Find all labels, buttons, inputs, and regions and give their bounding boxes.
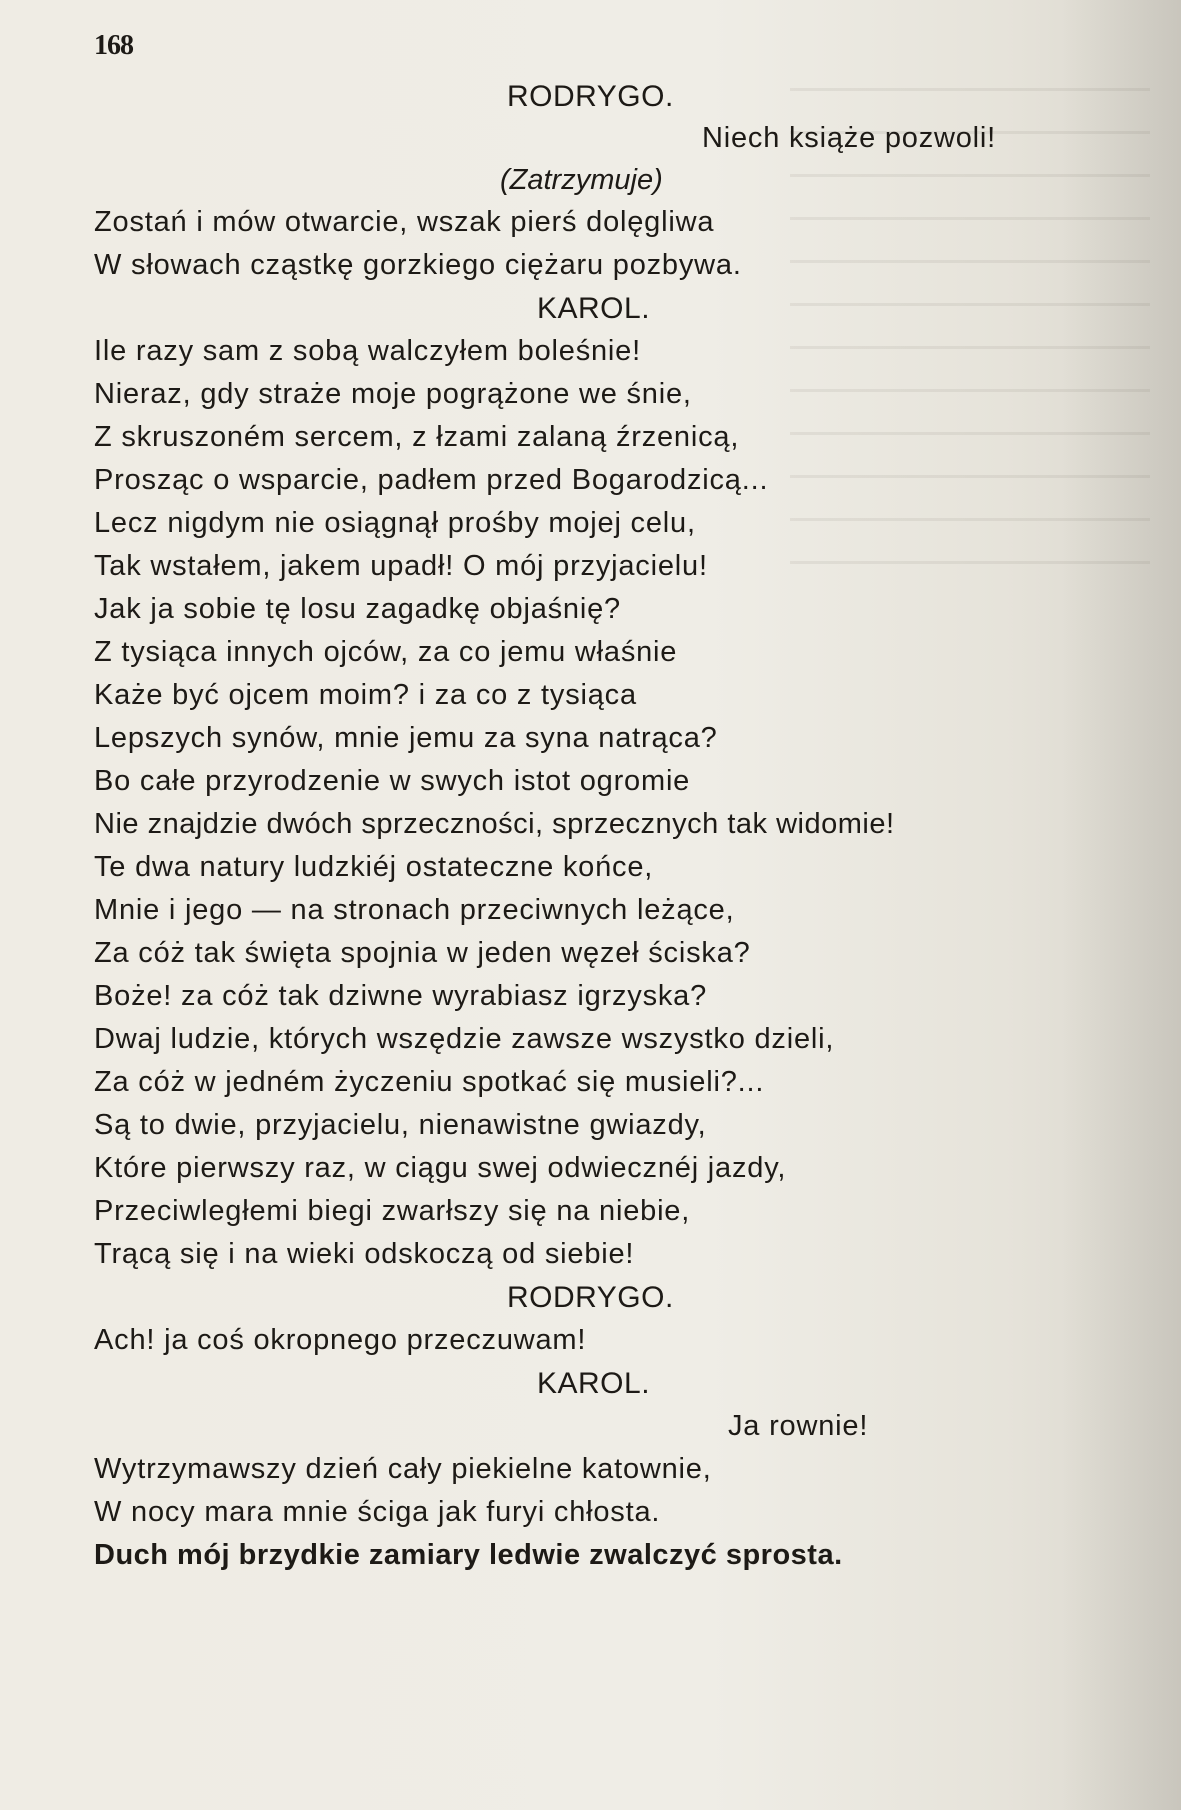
verse-line: Tak wstałem, jakem upadł! O mój przyjacielu! bbox=[94, 550, 708, 582]
verse-line: Mnie i jego — na stronach przeciwnych leżące, bbox=[94, 894, 735, 926]
verse-line: Zostań i mów otwarcie, wszak pierś dolęgliwa bbox=[94, 206, 715, 238]
verse-line: W słowach cząstkę gorzkiego ciężaru pozbywa. bbox=[94, 249, 742, 281]
speaker-karol: KAROL. bbox=[537, 1367, 651, 1400]
verse-line: Duch mój brzydkie zamiary ledwie zwalczyć sprosta. bbox=[94, 1539, 843, 1571]
verse-half-line: Ja rownie! bbox=[728, 1410, 869, 1442]
verse-line: Jak ja sobie tę losu zagadkę objaśnię? bbox=[94, 593, 621, 625]
verse-line: Nieraz, gdy straże moje pogrążone we śnie, bbox=[94, 378, 692, 410]
verse-line: Które pierwszy raz, w ciągu swej odwiecznéj jazdy, bbox=[94, 1152, 787, 1184]
verse-line: Za cóż tak święta spojnia w jeden węzeł ściska? bbox=[94, 937, 751, 969]
verse-line: Wytrzymawszy dzień cały piekielne katownie, bbox=[94, 1453, 712, 1485]
verse-line: Są to dwie, przyjacielu, nienawistne gwiazdy, bbox=[94, 1109, 707, 1141]
verse-line: Nie znajdzie dwóch sprzeczności, sprzecznych tak widomie! bbox=[94, 808, 895, 840]
verse-line: Przeciwległemi biegi zwarłszy się na niebie, bbox=[94, 1195, 691, 1227]
verse-line: Trącą się i na wieki odskoczą od siebie! bbox=[94, 1238, 635, 1270]
speaker-rodrygo: RODRYGO. bbox=[507, 1281, 674, 1314]
verse-line: Boże! za cóż tak dziwne wyrabiasz igrzyska? bbox=[94, 980, 708, 1012]
verse-line: Z tysiąca innych ojców, za co jemu właśnie bbox=[94, 636, 678, 668]
verse-line: Bo całe przyrodzenie w swych istot ogromie bbox=[94, 765, 691, 797]
verse-line: Lepszych synów, mnie jemu za syna natrąca? bbox=[94, 722, 718, 754]
verse-line: Prosząc o wsparcie, padłem przed Bogarodzicą... bbox=[94, 464, 769, 496]
verse-line: Dwaj ludzie, których wszędzie zawsze wszystko dzieli, bbox=[94, 1023, 835, 1055]
verse-line: Za cóż w jedném życzeniu spotkać się musieli?... bbox=[94, 1066, 765, 1098]
verse-line: Ile razy sam z sobą walczyłem boleśnie! bbox=[94, 335, 641, 367]
verse-line: Każe być ojcem moim? i za co z tysiąca bbox=[94, 679, 637, 711]
speaker-karol: KAROL. bbox=[537, 292, 651, 325]
stage-direction: (Zatrzymuje) bbox=[500, 164, 663, 196]
verse-line: W nocy mara mnie ściga jak furyi chłosta. bbox=[94, 1496, 661, 1528]
speaker-rodrygo: RODRYGO. bbox=[507, 80, 674, 113]
verse-line: Lecz nigdym nie osiągnął prośby mojej celu, bbox=[94, 507, 696, 539]
verse-line: Te dwa natury ludzkiéj ostateczne końce, bbox=[94, 851, 654, 883]
page-number: 168 bbox=[94, 30, 133, 61]
page-gutter-shadow bbox=[1061, 0, 1181, 1810]
verse-half-line: Niech książe pozwoli! bbox=[702, 122, 997, 154]
verse-line: Z skruszoném sercem, z łzami zalaną źrzenicą, bbox=[94, 421, 740, 453]
verse-line: Ach! ja coś okropnego przeczuwam! bbox=[94, 1324, 587, 1356]
